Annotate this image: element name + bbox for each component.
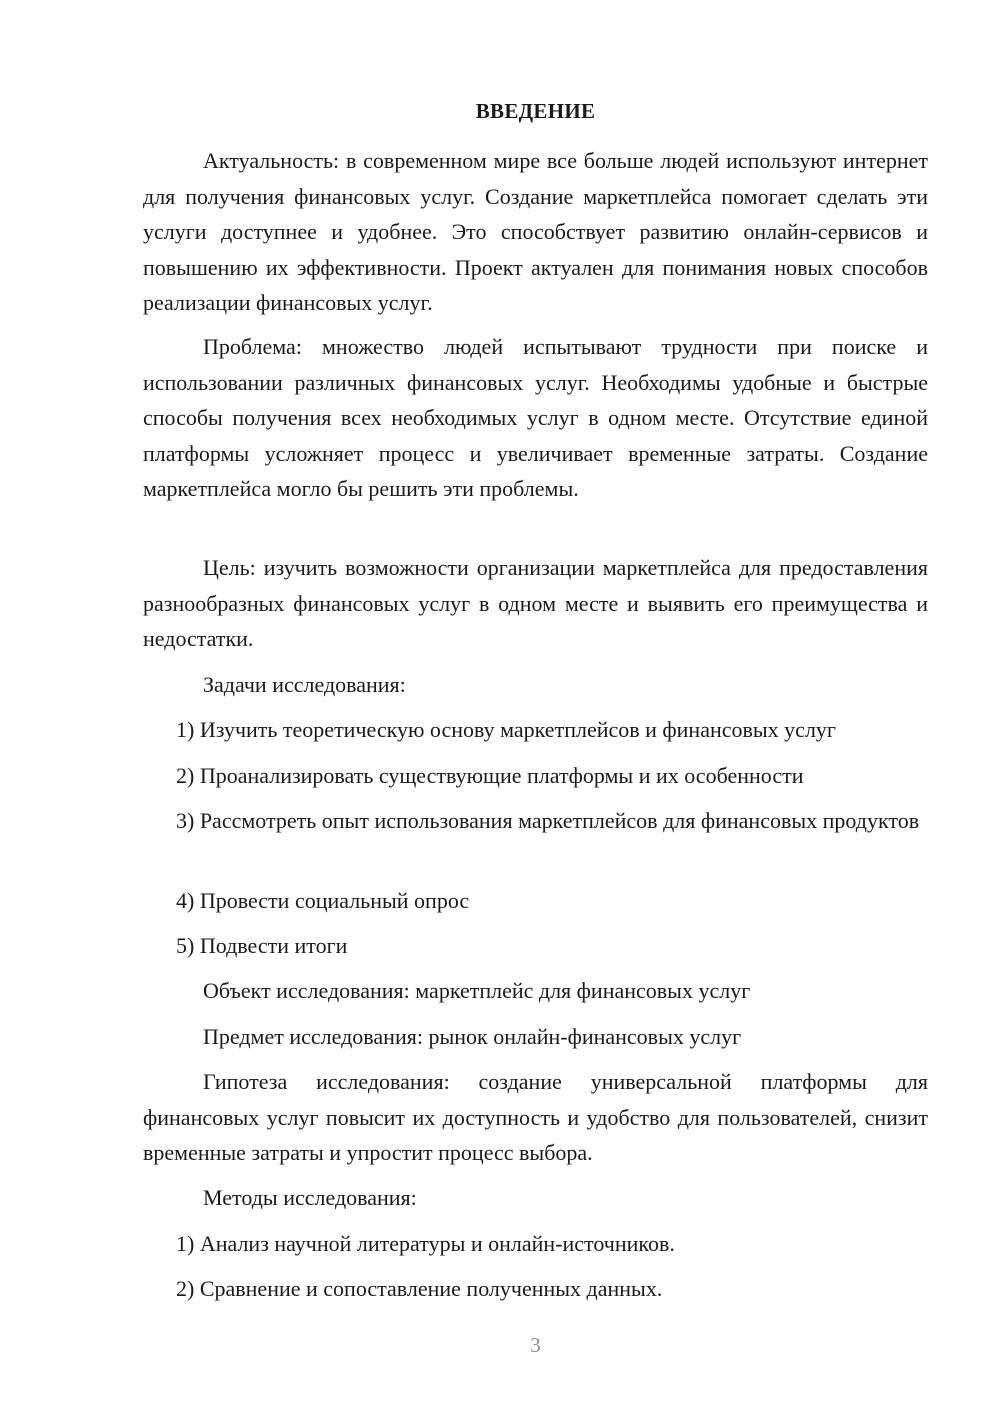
problem-paragraph: Проблема: множество людей испытывают трудности при поиске и использовании различных финансовых услуг. Необходимы удобные и быстрые способы получения всех необходимых услуг в одном месте. Отсутствие единой платформы усложняет процесс и увеличивает временные затраты. Создание маркетплейса могло бы решить эти проблемы. [143, 334, 928, 501]
relevance-paragraph: Актуальность: в современном мире все больше людей используют интернет для получения финансовых услуг. Создание маркетплейса помогает сделать эти услуги доступнее и удобнее. Это способствует развитию онлайн-сервисов и повышению их эффективности. Проект актуален для понимания новых способов реализации финансовых услуг. [143, 148, 928, 315]
task-item-1: 1) Изучить теоретическую основу маркетплейсов и финансовых услуг [176, 717, 836, 742]
tasks-heading: Задачи исследования: [203, 672, 406, 697]
page-number: 3 [530, 1333, 541, 1357]
methods-heading: Методы исследования: [203, 1185, 417, 1210]
task-item-5: 5) Подвести итоги [176, 933, 348, 958]
object-paragraph: Объект исследования: маркетплейс для финансовых услуг [203, 978, 751, 1003]
method-item-1: 1) Анализ научной литературы и онлайн-источников. [176, 1231, 675, 1256]
goal-paragraph: Цель: изучить возможности организации маркетплейса для предоставления разнообразных финансовых услуг в одном месте и выявить его преимущества и недостатки. [143, 555, 928, 651]
section-title: ВВЕДЕНИЕ [475, 99, 596, 123]
task-item-2: 2) Проанализировать существующие платформы и их особенности [176, 763, 804, 788]
subject-paragraph: Предмет исследования: рынок онлайн-финансовых услуг [203, 1024, 742, 1049]
method-item-2: 2) Сравнение и сопоставление полученных данных. [176, 1276, 663, 1301]
task-item-3: 3) Рассмотреть опыт использования маркетплейсов для финансовых продуктов [176, 808, 920, 833]
hypothesis-paragraph: Гипотеза исследования: создание универсальной платформы для финансовых услуг повысит их доступность и удобство для пользователей, снизит временные затраты и упростит процесс выбора. [143, 1069, 928, 1165]
task-item-4: 4) Провести социальный опрос [176, 888, 470, 913]
